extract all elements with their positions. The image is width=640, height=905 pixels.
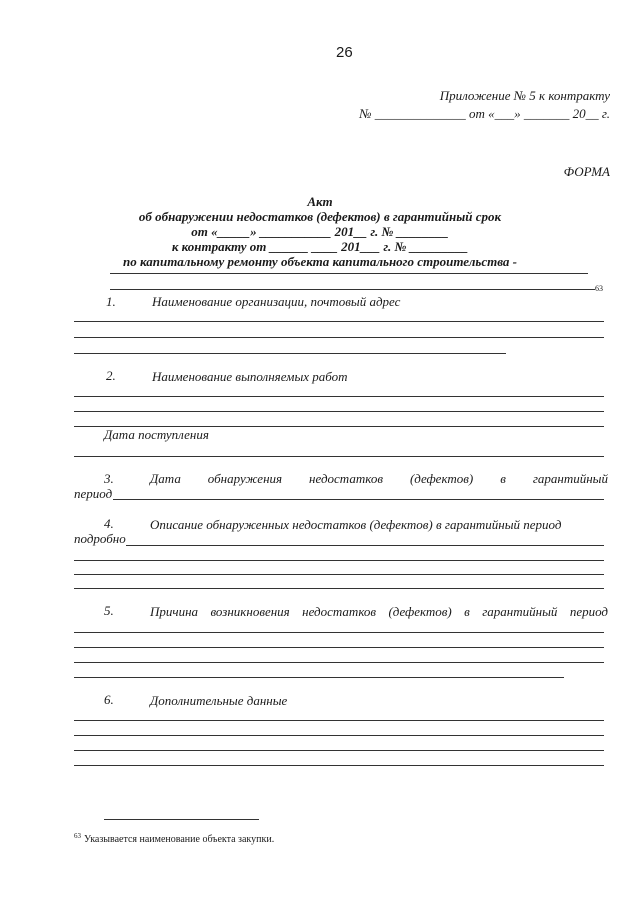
section-5-line: [74, 647, 604, 648]
footnote-separator: [104, 819, 259, 820]
section-5-label: Причина возникновения недостатков (дефектов) в гарантийный период: [150, 604, 608, 619]
section-6-line: [74, 720, 604, 721]
section-1-label: Наименование организации, почтовый адрес: [152, 294, 401, 309]
appendix-line2: № ______________ от «___» _______ 20__ г.: [359, 106, 610, 121]
section-3-label: Дата обнаружения недостатков (дефектов) в гарантийный: [150, 471, 608, 486]
section-1-line: [74, 321, 604, 322]
section-4-line: [74, 560, 604, 561]
footnote-text: Указывается наименование объекта закупки.: [84, 834, 275, 845]
act-subtitle-1: об обнаружении недостатков (дефектов) в гарантийный срок: [138, 209, 502, 224]
section-5-number: 5.: [104, 603, 114, 618]
form-label: ФОРМА: [563, 164, 610, 179]
section-2-line: [74, 396, 604, 397]
object-name-line: [110, 273, 588, 274]
section-1-number: 1.: [106, 294, 116, 309]
section-6-line: [74, 735, 604, 736]
section-4-line: [74, 588, 604, 589]
section-1-line: [74, 353, 506, 354]
section-4-number: 4.: [104, 516, 114, 531]
act-subtitle-4: по капитальному ремонту объекта капитального строительства -: [122, 254, 518, 269]
section-6-line: [74, 750, 604, 751]
section-6-label: Дополнительные данные: [150, 693, 288, 708]
section-2-label: Наименование выполняемых работ: [152, 369, 348, 384]
section-3-number: 3.: [104, 471, 114, 486]
section-5-line: [74, 632, 604, 633]
section-4-continuation: подробно: [74, 531, 126, 546]
section-6-line: [74, 765, 604, 766]
section-6-number: 6.: [104, 692, 114, 707]
section-4-line: [74, 574, 604, 575]
appendix-line1: Приложение № 5 к контракту: [439, 88, 610, 103]
date-received-line: [74, 456, 604, 457]
section-1-line: [74, 337, 604, 338]
act-subtitle-3: к контракту от ______ ____ 201___ г. № _________: [171, 239, 469, 254]
section-3-continuation: период: [74, 486, 113, 501]
footnote-number: 63: [74, 832, 81, 840]
section-5-line: [74, 677, 564, 678]
section-3-line: [113, 499, 604, 500]
footnote-ref: 63: [595, 284, 603, 293]
object-name-line: [110, 289, 595, 290]
section-2-number: 2.: [106, 368, 116, 383]
date-received-label: Дата поступления: [104, 427, 209, 442]
section-2-line: [74, 411, 604, 412]
page-number: 26: [336, 44, 353, 61]
section-4-label: Описание обнаруженных недостатков (дефектов) в гарантийный период: [150, 517, 562, 532]
act-subtitle-2: от «_____» ___________ 201__ г. № ________: [191, 224, 449, 239]
section-4-line: [126, 545, 604, 546]
section-5-line: [74, 662, 604, 663]
act-title: Акт: [307, 194, 333, 209]
